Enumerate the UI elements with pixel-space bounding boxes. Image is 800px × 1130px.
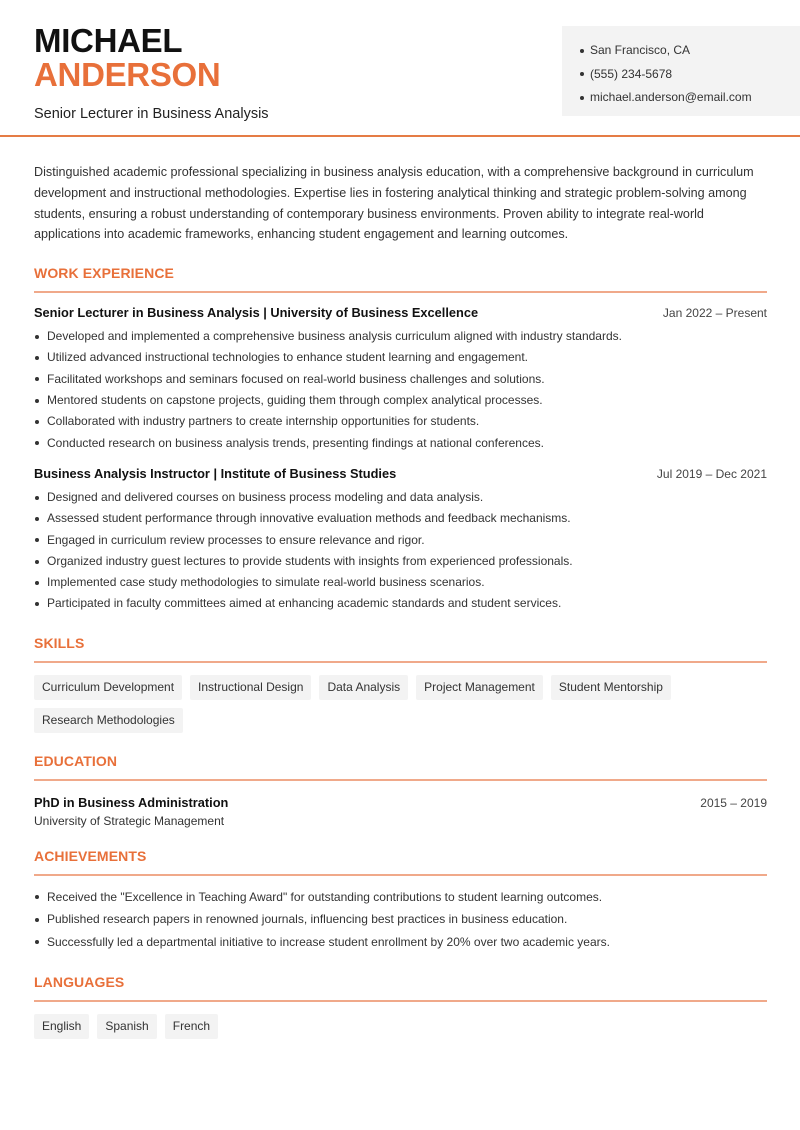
skills-chips [34, 675, 767, 733]
language-chip: Spanish [97, 1014, 156, 1039]
bullet-icon [35, 940, 39, 944]
bullet-text: Mentored students on capstone projects, guiding them through complex analytical processes. [47, 393, 543, 408]
bullet-icon [35, 377, 39, 381]
achievements-list [34, 886, 767, 954]
skill-chip: Research Methodologies [34, 708, 183, 733]
job-title: Senior Lecturer in Business Analysis [34, 106, 269, 122]
achievements-section [34, 848, 767, 954]
bullet-text: Received the "Excellence in Teaching Award" for outstanding contributions to student learning outcomes. [47, 889, 603, 904]
list-item [34, 326, 767, 347]
section-title: SKILLS [34, 635, 767, 663]
language-chips [34, 1014, 767, 1039]
bullet-icon [35, 496, 39, 500]
job-entry [34, 466, 767, 615]
bullet-text: Designed and delivered courses on business process modeling and data analysis. [47, 489, 484, 504]
list-item [34, 369, 767, 390]
work-experience-section [34, 265, 767, 615]
list-item [34, 487, 767, 508]
list-item [34, 390, 767, 411]
education-section [34, 753, 767, 828]
list-item [34, 593, 767, 614]
bullet-icon [35, 420, 39, 424]
bullet-text: Engaged in curriculum review processes to ensure relevance and rigor. [47, 532, 425, 547]
skill-chip: Student Mentorship [551, 675, 671, 700]
section-title: WORK EXPERIENCE [34, 265, 767, 293]
bullet-text: Utilized advanced instructional technologies to enhance student learning and engagement. [47, 350, 528, 365]
bullet-icon [35, 560, 39, 564]
summary: Distinguished academic professional specializing in business analysis education, with a comprehensive background in curriculum development and instructional methodologies. Expertise lies in fostering analytical thinking and strategic problem-solving among students, ensuring a robust understanding of contemporary business environments. Proven ability to integrate real-world applications into academic frameworks, enhancing student engagement and learning outcomes. [34, 165, 754, 242]
languages-section [34, 974, 767, 1039]
skills-section [34, 635, 767, 733]
job-bullets [34, 326, 767, 454]
bullet-text: Successfully led a departmental initiative to increase student enrollment by 20% over two academic years. [47, 934, 610, 949]
degree: PhD in Business Administration [34, 794, 229, 810]
contact-box [562, 26, 800, 116]
list-item [34, 551, 767, 572]
bullet-text: Developed and implemented a comprehensive business analysis curriculum aligned with industry standards. [47, 329, 622, 344]
bullet-icon [580, 72, 584, 76]
bullet-icon [580, 49, 584, 53]
job-role: Senior Lecturer in Business Analysis | University of Business Excellence [34, 305, 479, 321]
skill-chip: Curriculum Development [34, 675, 182, 700]
list-item [34, 411, 767, 432]
skill-chip: Data Analysis [319, 675, 408, 700]
email-text: michael.anderson@email.com [590, 90, 752, 104]
job-entry [34, 305, 767, 454]
bullet-text: Implemented case study methodologies to simulate real-world business scenarios. [47, 575, 485, 590]
section-title: ACHIEVEMENTS [34, 848, 767, 876]
bullet-text: Participated in faculty committees aimed at enhancing academic standards and student services. [47, 596, 562, 611]
bullet-icon [580, 96, 584, 100]
bullet-text: Facilitated workshops and seminars focused on real-world business challenges and solutions. [47, 371, 545, 386]
section-title: LANGUAGES [34, 974, 767, 1002]
bullet-icon [35, 335, 39, 339]
education-header [34, 795, 767, 810]
bullet-text: Conducted research on business analysis trends, presenting findings at national conferences. [47, 435, 544, 450]
education-dates: 2015 – 2019 [700, 795, 767, 810]
name-block [34, 24, 269, 122]
bullet-icon [35, 441, 39, 445]
contact-email [580, 86, 800, 110]
bullet-text: Collaborated with industry partners to create internship opportunities for students. [47, 414, 480, 429]
bullet-text: Published research papers in renowned journals, influencing best practices in business education. [47, 912, 568, 927]
bullet-icon [35, 918, 39, 922]
list-item [34, 908, 767, 931]
contact-phone [580, 63, 800, 87]
bullet-icon [35, 895, 39, 899]
list-item [34, 572, 767, 593]
last-name: ANDERSON [34, 56, 221, 93]
job-bullets [34, 487, 767, 615]
list-item [34, 433, 767, 454]
job-dates: Jul 2019 – Dec 2021 [656, 466, 767, 481]
job-header [34, 305, 767, 320]
list-item [34, 886, 767, 909]
list-item [34, 347, 767, 368]
list-item [34, 508, 767, 529]
school: University of Strategic Management [34, 813, 225, 828]
language-chip: English [34, 1014, 89, 1039]
bullet-text: Assessed student performance through innovative evaluation methods and feedback mechanisms. [47, 511, 571, 526]
bullet-icon [35, 602, 39, 606]
list-item [34, 530, 767, 551]
resume-header [0, 0, 800, 137]
bullet-icon [35, 399, 39, 403]
location-text: San Francisco, CA [590, 43, 691, 57]
bullet-icon [35, 581, 39, 585]
job-header [34, 466, 767, 481]
resume-content [34, 162, 767, 1039]
first-name: MICHAEL [34, 22, 183, 59]
job-role: Business Analysis Instructor | Institute of Business Studies [34, 465, 397, 481]
bullet-text: Organized industry guest lectures to provide students with insights from experienced professionals. [47, 553, 573, 568]
contact-location [580, 39, 800, 63]
section-title: EDUCATION [34, 753, 767, 781]
bullet-icon [35, 517, 39, 521]
skill-chip: Project Management [416, 675, 543, 700]
list-item [34, 931, 767, 954]
bullet-icon [35, 356, 39, 360]
skill-chip: Instructional Design [190, 675, 311, 700]
phone-text: (555) 234-5678 [590, 66, 673, 81]
language-chip: French [165, 1014, 218, 1039]
bullet-icon [35, 538, 39, 542]
job-dates: Jan 2022 – Present [662, 306, 767, 321]
